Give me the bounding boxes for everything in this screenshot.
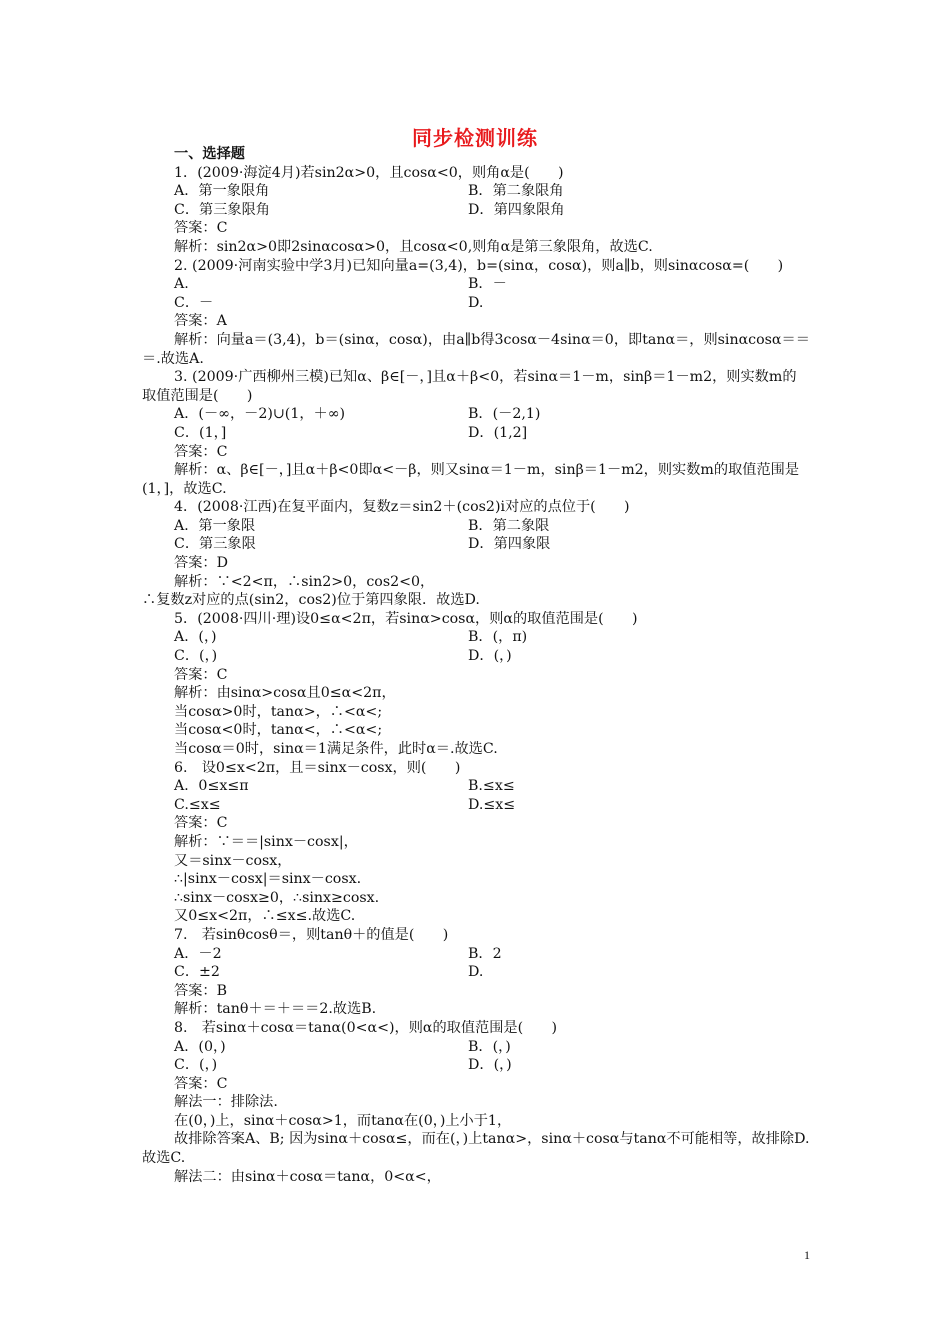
options-q5-row2 <box>142 647 810 666</box>
question-6: 6. 设0≤x<2π，且＝sinx－cosx，则( ) <box>174 759 461 776</box>
analysis-6-line5: 又0≤x<2π，∴≤x≤.故选C. <box>174 908 356 925</box>
options-q8-row2 <box>142 1056 810 1075</box>
options-q5-row1 <box>142 628 810 647</box>
answer-6: 答案：C <box>174 815 228 832</box>
option: A．0≤x≤π <box>174 778 249 795</box>
options-q4-row2 <box>142 535 810 554</box>
option: B．2 <box>468 945 502 962</box>
options-q2-row2 <box>142 294 810 313</box>
answer-3: 答案：C <box>174 443 228 460</box>
analysis-5-line4: 当cosα＝0时，sinα＝1满足条件，此时α＝.故选C. <box>174 741 498 757</box>
option: B．－ <box>468 276 507 293</box>
option: C．(1，] <box>174 424 227 441</box>
question-5: 5．(2008·四川·理)设0≤α<2π，若sinα>cosα，则α的取值范围是( ) <box>174 610 638 627</box>
answer-8: 答案：C <box>174 1075 228 1092</box>
options-q7-row1 <box>142 945 810 964</box>
analysis-6-line3: ∴|sinx－cosx|＝sinx－cosx. <box>174 871 362 888</box>
option: A．(－∞，－2)∪(1，＋∞) <box>174 406 346 423</box>
option: C．(，) <box>174 1057 218 1074</box>
options-q4-row1 <box>142 517 810 536</box>
option: D．(，) <box>468 1057 512 1074</box>
option: C．±2 <box>174 964 220 981</box>
answer-5: 答案：C <box>174 666 228 683</box>
solution-8-line2: 在(0，)上，sinα＋cosα>1，而tanα在(0，)上小于1， <box>174 1112 512 1129</box>
options-q3-row1 <box>142 405 810 424</box>
page-number: 1 <box>804 1248 810 1262</box>
analysis-4-line2: ∴复数z对应的点(sin2，cos2)位于第四象限．故选D. <box>142 592 480 609</box>
option: B．(，π) <box>468 629 528 646</box>
options-q7-row2 <box>142 963 810 982</box>
option: D.≤x≤ <box>468 796 516 813</box>
question-1: 1．(2009·海淀4月)若sin2α>0，且cosα<0，则角α是( ) <box>174 164 564 181</box>
option: D．(1,2] <box>468 424 528 441</box>
analysis-5-line1: 解析：由sinα>cosα且0≤α<2π， <box>174 685 396 702</box>
exercise-body <box>142 145 810 1186</box>
question-4: 4．(2008·江西)在复平面内，复数z＝sin2＋(cos2)i对应的点位于( ) <box>174 499 630 516</box>
question-3: 3. (2009·广西柳州三模)已知α、β∈[－，]且α＋β<0，若sinα＝1－m，sinβ＝1－m2，则实数m的取值范围是( ) <box>142 369 797 404</box>
option: A. <box>174 276 189 293</box>
option: A．(0，) <box>174 1038 226 1055</box>
analysis-3: 解析：α、β∈[－，]且α＋β<0即α<－β，则又sinα＝1－m，sinβ＝1－m2，则实数m的取值范围是(1，]，故选C. <box>142 462 800 497</box>
analysis-7: 解析：tanθ＋＝＋＝＝2.故选B. <box>174 1001 377 1018</box>
option: C．第三象限角 <box>174 201 270 218</box>
solution-8-line3: 故排除答案A、B; 因为sinα＋cosα≤，而在(，)上tanα>，sinα＋cosα与tanα不可能相等，故排除D.故选C. <box>142 1131 810 1167</box>
option: A．－2 <box>174 945 222 962</box>
option: C．(，) <box>174 648 218 665</box>
page-title: 同步检测训练 <box>412 126 538 150</box>
options-q6-row1 <box>142 777 810 796</box>
option: A．第一象限 <box>174 517 256 534</box>
options-q8-row1 <box>142 1038 810 1057</box>
answer-4: 答案：D <box>174 555 228 572</box>
options-q6-row2 <box>142 796 810 815</box>
options-q1-row1 <box>142 182 810 201</box>
question-2: 2. (2009·河南实验中学3月)已知向量a=(3,4)，b=(sinα，cosα)，则a∥b，则sinαcosα=( ) <box>174 257 784 274</box>
analysis-5-line2: 当cosα>0时，tanα>，∴<α<; <box>174 703 383 720</box>
option: D. <box>468 294 484 311</box>
question-7: 7. 若sinθcosθ＝，则tanθ＋的值是( ) <box>174 926 449 943</box>
option: B．第二象限角 <box>468 183 564 200</box>
analysis-2: 解析：向量a＝(3,4)，b＝(sinα，cosα)，由a∥b得3cosα－4sinα＝0，即tanα＝，则sinαcosα＝＝＝.故选A. <box>142 331 810 367</box>
option: D．(，) <box>468 648 512 665</box>
option: A．第一象限角 <box>174 183 270 200</box>
options-q1-row2 <box>142 201 810 220</box>
analysis-5-line3: 当cosα<0时，tanα<，∴<α<; <box>174 722 383 739</box>
solution-8-method2: 解法二：由sinα＋cosα＝tanα，0<α<， <box>174 1168 441 1185</box>
analysis-6-line4: ∴sinx－cosx≥0，∴sinx≥cosx. <box>174 889 380 906</box>
option: C．第三象限 <box>174 536 256 553</box>
answer-2: 答案：A <box>174 313 227 330</box>
option: C.≤x≤ <box>174 796 221 813</box>
options-q2-row1 <box>142 275 810 294</box>
option: B.≤x≤ <box>468 778 515 795</box>
options-q3-row2 <box>142 424 810 443</box>
option: B．第二象限 <box>468 517 550 534</box>
option: A．(，) <box>174 629 217 646</box>
analysis-6-line2: 又＝sinx－cosx， <box>174 852 292 869</box>
answer-1: 答案：C <box>174 220 228 237</box>
option: D．第四象限角 <box>468 201 565 218</box>
analysis-4-line1: 解析：∵<2<π，∴sin2>0，cos2<0， <box>174 573 435 590</box>
option: D. <box>468 964 484 981</box>
answer-7: 答案：B <box>174 982 227 999</box>
option: B．(，) <box>468 1038 511 1055</box>
question-8: 8. 若sinα＋cosα＝tanα(0<α<)，则α的取值范围是( ) <box>174 1019 558 1036</box>
analysis-6-line1: 解析：∵＝＝|sinx－cosx|， <box>174 833 358 850</box>
option: D．第四象限 <box>468 536 551 553</box>
solution-8-method1: 解法一：排除法. <box>174 1094 278 1111</box>
section-heading: 一、选择题 <box>174 146 245 162</box>
analysis-1: 解析：sin2α>0即2sinαcosα>0，且cosα<0,则角α是第三象限角，故选C. <box>174 238 653 255</box>
option: B．(－2,1) <box>468 406 541 423</box>
option: C．－ <box>174 294 214 311</box>
